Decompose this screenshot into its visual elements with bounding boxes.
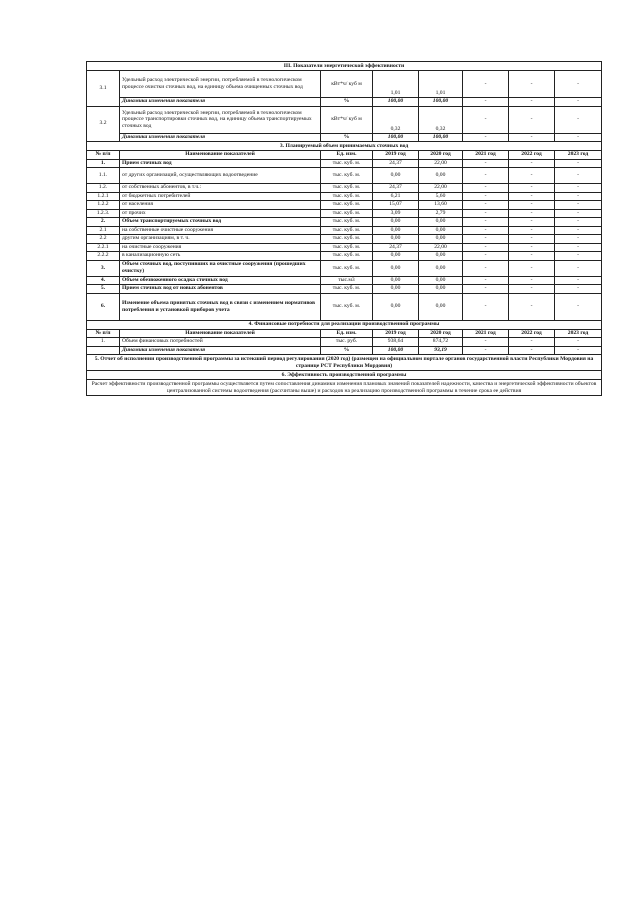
value-2021: -: [463, 285, 509, 294]
value-2023: -: [555, 260, 602, 276]
table-row: [87, 260, 602, 276]
value-2021: -: [463, 168, 509, 184]
section-report-title: 5. Отчет об исполнении производственной программы за истекший период регулирования (2020 год) (размещен на официальном портале органов государственной власти Республики Мордовия на странице РСТ Республики Мордовия): [87, 355, 602, 371]
row-num: 2.2: [87, 235, 120, 244]
value-2020: 22,00: [419, 159, 463, 168]
row-name: Объем сточных вод, поступивших на очистные сооружения (прошедших очистку): [120, 260, 321, 276]
header-2020: 2020 год: [419, 329, 463, 338]
dynamics-unit: %: [321, 133, 373, 142]
dynamics-2020: 100,00: [419, 133, 463, 142]
value-2022: -: [509, 168, 555, 184]
row-name: Объем транспортируемых сточных вод: [120, 218, 321, 227]
header-2023: 2023 год: [555, 329, 602, 338]
value-2023: -: [555, 276, 602, 285]
value-2019: 0,00: [373, 285, 419, 294]
row-name: Удельный расход электрической энергии, потребляемой в технологическом процессе очистки сточных вод, на единицу объема очищенных сточных вод: [120, 71, 321, 98]
row-unit: тыс. куб. м.: [321, 218, 373, 227]
header-num: № п/п: [87, 151, 120, 160]
value-2019: 0,32: [373, 106, 419, 133]
row-num: 6.: [87, 293, 120, 320]
table-row: [87, 159, 602, 168]
report-table: [86, 61, 602, 396]
value-2022: -: [509, 201, 555, 210]
dynamics-unit: %: [321, 346, 373, 355]
value-2019: 0,00: [373, 218, 419, 227]
row-unit: тыс. куб. м.: [321, 252, 373, 261]
value-2022: -: [509, 226, 555, 235]
value-2019: 15,07: [373, 201, 419, 210]
value-2022: -: [509, 243, 555, 252]
value-2019: 1,01: [373, 71, 419, 98]
value-2020: 22,00: [419, 184, 463, 193]
value-2020: 874,72: [419, 338, 463, 347]
row-name: на собственные очистные сооружения: [120, 226, 321, 235]
row-unit: тыс. куб. м.: [321, 293, 373, 320]
value-2022: -: [509, 260, 555, 276]
dynamics-2019: 100,00: [373, 346, 419, 355]
row-unit: тыс. куб. м.: [321, 260, 373, 276]
value-2023: -: [555, 243, 602, 252]
value-2020: 0,00: [419, 168, 463, 184]
value-2022: -: [509, 184, 555, 193]
row-unit: тыс. куб. м.: [321, 285, 373, 294]
value-2019: 24,37: [373, 159, 419, 168]
value-2019: 3,09: [373, 209, 419, 218]
value-2021: -: [463, 226, 509, 235]
dynamics-2021: -: [463, 98, 509, 107]
value-2021: -: [463, 106, 509, 133]
row-unit: тыс. куб. м.: [321, 168, 373, 184]
value-2020: 13,60: [419, 201, 463, 210]
row-num: 1.: [87, 159, 120, 168]
value-2021: -: [463, 243, 509, 252]
table-row: [87, 276, 602, 285]
header-2021: 2021 год: [463, 151, 509, 160]
value-2019: 0,00: [373, 252, 419, 261]
value-2021: -: [463, 260, 509, 276]
value-2023: -: [555, 285, 602, 294]
table-row: [87, 252, 602, 261]
value-2020: 22,00: [419, 243, 463, 252]
table-row: [87, 201, 602, 210]
value-2021: -: [463, 209, 509, 218]
row-unit: тыс. руб.: [321, 338, 373, 347]
empty-cell: [87, 346, 120, 355]
value-2022: -: [509, 235, 555, 244]
value-2020: 2,79: [419, 209, 463, 218]
value-2023: -: [555, 226, 602, 235]
row-name: от собственных абонентов, в т.ч.:: [120, 184, 321, 193]
value-2020: 0,00: [419, 276, 463, 285]
value-2019: 0,00: [373, 226, 419, 235]
value-2023: -: [555, 106, 602, 133]
row-name: Объем обезвоженного осадка сточных вод: [120, 276, 321, 285]
value-2019: 6,21: [373, 192, 419, 201]
row-num: 1.: [87, 338, 120, 347]
row-unit: тыс. куб. м.: [321, 159, 373, 168]
value-2023: -: [555, 201, 602, 210]
row-unit: тыс. куб. м.: [321, 226, 373, 235]
value-2021: -: [463, 201, 509, 210]
table-row: [87, 243, 602, 252]
header-num: № п/п: [87, 329, 120, 338]
section-energy-title: III. Показатели энергетической эффективности: [87, 62, 602, 71]
row-num: 2.: [87, 218, 120, 227]
value-2021: -: [463, 218, 509, 227]
value-2023: -: [555, 192, 602, 201]
value-2019: 0,00: [373, 235, 419, 244]
value-2023: -: [555, 252, 602, 261]
value-2023: -: [555, 218, 602, 227]
row-name: Объем финансовых потребностей: [120, 338, 321, 347]
value-2022: -: [509, 218, 555, 227]
dynamics-2019: 100,00: [373, 133, 419, 142]
section-efficiency-title: 6. Эффективность производственной программы: [87, 371, 602, 380]
value-2020: 1,01: [419, 71, 463, 98]
value-2020: 0,00: [419, 293, 463, 320]
section-finance-title: 4. Финансовые потребности для реализации производственной программы: [87, 320, 602, 329]
dynamics-2021: -: [463, 133, 509, 142]
row-name: от населения: [120, 201, 321, 210]
row-name: Прием сточных вод: [120, 159, 321, 168]
header-2021: 2021 год: [463, 329, 509, 338]
row-num: 3.1: [87, 71, 120, 107]
row-name: Изменение объема принятых сточных вод в связи с изменением нормативов потребления и установкой приборов учета: [120, 293, 321, 320]
dynamics-2023: -: [555, 133, 602, 142]
value-2020: 0,00: [419, 260, 463, 276]
value-2023: -: [555, 338, 602, 347]
dynamics-2023: -: [555, 346, 602, 355]
value-2020: 0,32: [419, 106, 463, 133]
row-unit: тыс.м3: [321, 276, 373, 285]
value-2022: -: [509, 338, 555, 347]
value-2021: -: [463, 276, 509, 285]
dynamics-2022: -: [509, 346, 555, 355]
value-2020: 0,00: [419, 226, 463, 235]
value-2021: -: [463, 338, 509, 347]
value-2019: 24,37: [373, 243, 419, 252]
dynamics-label: Динамика изменения показателя: [120, 346, 321, 355]
table-row: [87, 226, 602, 235]
header-2022: 2022 год: [509, 151, 555, 160]
dynamics-unit: %: [321, 98, 373, 107]
row-unit: тыс. куб. м.: [321, 184, 373, 193]
dynamics-2020: 93,19: [419, 346, 463, 355]
value-2022: -: [509, 209, 555, 218]
row-name: от других организаций, осуществляющих водоотведение: [120, 168, 321, 184]
row-num: 2.2.1: [87, 243, 120, 252]
table-row: [87, 293, 602, 320]
dynamics-2022: -: [509, 98, 555, 107]
row-num: 1.1.: [87, 168, 120, 184]
header-2019: 2019 год: [373, 329, 419, 338]
row-unit: тыс. куб. м.: [321, 235, 373, 244]
row-unit: кВт*ч/ куб м: [321, 71, 373, 98]
value-2020: 0,00: [419, 218, 463, 227]
header-unit: Ед. изм.: [321, 329, 373, 338]
row-num: 1.2.1: [87, 192, 120, 201]
row-name: Удельный расход электрической энергии, потребляемой в технологическом процессе транспортировки сточных вод, на единицу объема транспортируемых сточных вод: [120, 106, 321, 133]
dynamics-2020: 100,00: [419, 98, 463, 107]
dynamics-2023: -: [555, 98, 602, 107]
row-num: 1.2.2: [87, 201, 120, 210]
row-name: от прочих: [120, 209, 321, 218]
row-num: 3.: [87, 260, 120, 276]
value-2021: -: [463, 184, 509, 193]
header-name: Наименование показателей: [120, 151, 321, 160]
value-2022: -: [509, 159, 555, 168]
row-num: 3.2: [87, 106, 120, 142]
table-row: [87, 184, 602, 193]
value-2021: -: [463, 192, 509, 201]
row-unit: тыс. куб. м.: [321, 243, 373, 252]
value-2019: 0,00: [373, 293, 419, 320]
value-2022: -: [509, 276, 555, 285]
value-2023: -: [555, 159, 602, 168]
value-2019: 0,00: [373, 168, 419, 184]
value-2020: 0,00: [419, 252, 463, 261]
row-num: 1.2.: [87, 184, 120, 193]
row-name: другим организациям, в т. ч.: [120, 235, 321, 244]
row-num: 2.2.2: [87, 252, 120, 261]
table-row: [87, 192, 602, 201]
header-2020: 2020 год: [419, 151, 463, 160]
value-2022: -: [509, 285, 555, 294]
value-2022: -: [509, 293, 555, 320]
row-num: 2.1: [87, 226, 120, 235]
value-2023: -: [555, 168, 602, 184]
value-2020: 5,60: [419, 192, 463, 201]
value-2022: -: [509, 106, 555, 133]
row-name: в канализационную сеть: [120, 252, 321, 261]
value-2021: -: [463, 71, 509, 98]
value-2023: -: [555, 71, 602, 98]
value-2021: -: [463, 159, 509, 168]
value-2022: -: [509, 192, 555, 201]
section-volume-title: 3. Планируемый объем принимаемых сточных вод: [87, 142, 602, 151]
row-name: от бюджетных потребителей: [120, 192, 321, 201]
dynamics-label: Динамика изменения показателя: [120, 98, 321, 107]
value-2021: -: [463, 252, 509, 261]
row-num: 4.: [87, 276, 120, 285]
row-name: на очистные сооружения: [120, 243, 321, 252]
value-2019: 938,64: [373, 338, 419, 347]
value-2021: -: [463, 293, 509, 320]
header-2019: 2019 год: [373, 151, 419, 160]
row-name: Прием сточных вод от новых абонентов: [120, 285, 321, 294]
dynamics-label: Динамика изменения показателя: [120, 133, 321, 142]
row-unit: тыс. куб. м.: [321, 192, 373, 201]
header-name: Наименование показателей: [120, 329, 321, 338]
volume-rows: [87, 159, 602, 320]
value-2023: -: [555, 235, 602, 244]
value-2022: -: [509, 252, 555, 261]
row-unit: тыс. куб. м.: [321, 201, 373, 210]
header-unit: Ед. изм.: [321, 151, 373, 160]
dynamics-2021: -: [463, 346, 509, 355]
value-2023: -: [555, 209, 602, 218]
value-2023: -: [555, 293, 602, 320]
row-unit: тыс. куб. м.: [321, 209, 373, 218]
row-num: 1.2.3.: [87, 209, 120, 218]
efficiency-text: Расчет эффективности производственной программы осуществляется путем сопоставления динамики изменения плановых значений показателей надежности, качества и энергетической эффективности объектов централизованной системы водоотведения (рассчитаны выше) и расходов на реализацию производственной программы в течение срока ее действия: [87, 380, 602, 396]
table-row: [87, 235, 602, 244]
row-num: 5.: [87, 285, 120, 294]
table-row: [87, 209, 602, 218]
value-2020: 0,00: [419, 235, 463, 244]
row-unit: кВт*ч/ куб м: [321, 106, 373, 133]
value-2019: 0,00: [373, 260, 419, 276]
table-row: [87, 168, 602, 184]
value-2021: -: [463, 235, 509, 244]
value-2022: -: [509, 71, 555, 98]
dynamics-2019: 100,00: [373, 98, 419, 107]
value-2019: 0,00: [373, 276, 419, 285]
table-row: [87, 285, 602, 294]
dynamics-2022: -: [509, 133, 555, 142]
header-2022: 2022 год: [509, 329, 555, 338]
value-2019: 24,37: [373, 184, 419, 193]
document: [86, 61, 601, 396]
header-2023: 2023 год: [555, 151, 602, 160]
value-2020: 0,00: [419, 285, 463, 294]
table-row: [87, 218, 602, 227]
value-2023: -: [555, 184, 602, 193]
